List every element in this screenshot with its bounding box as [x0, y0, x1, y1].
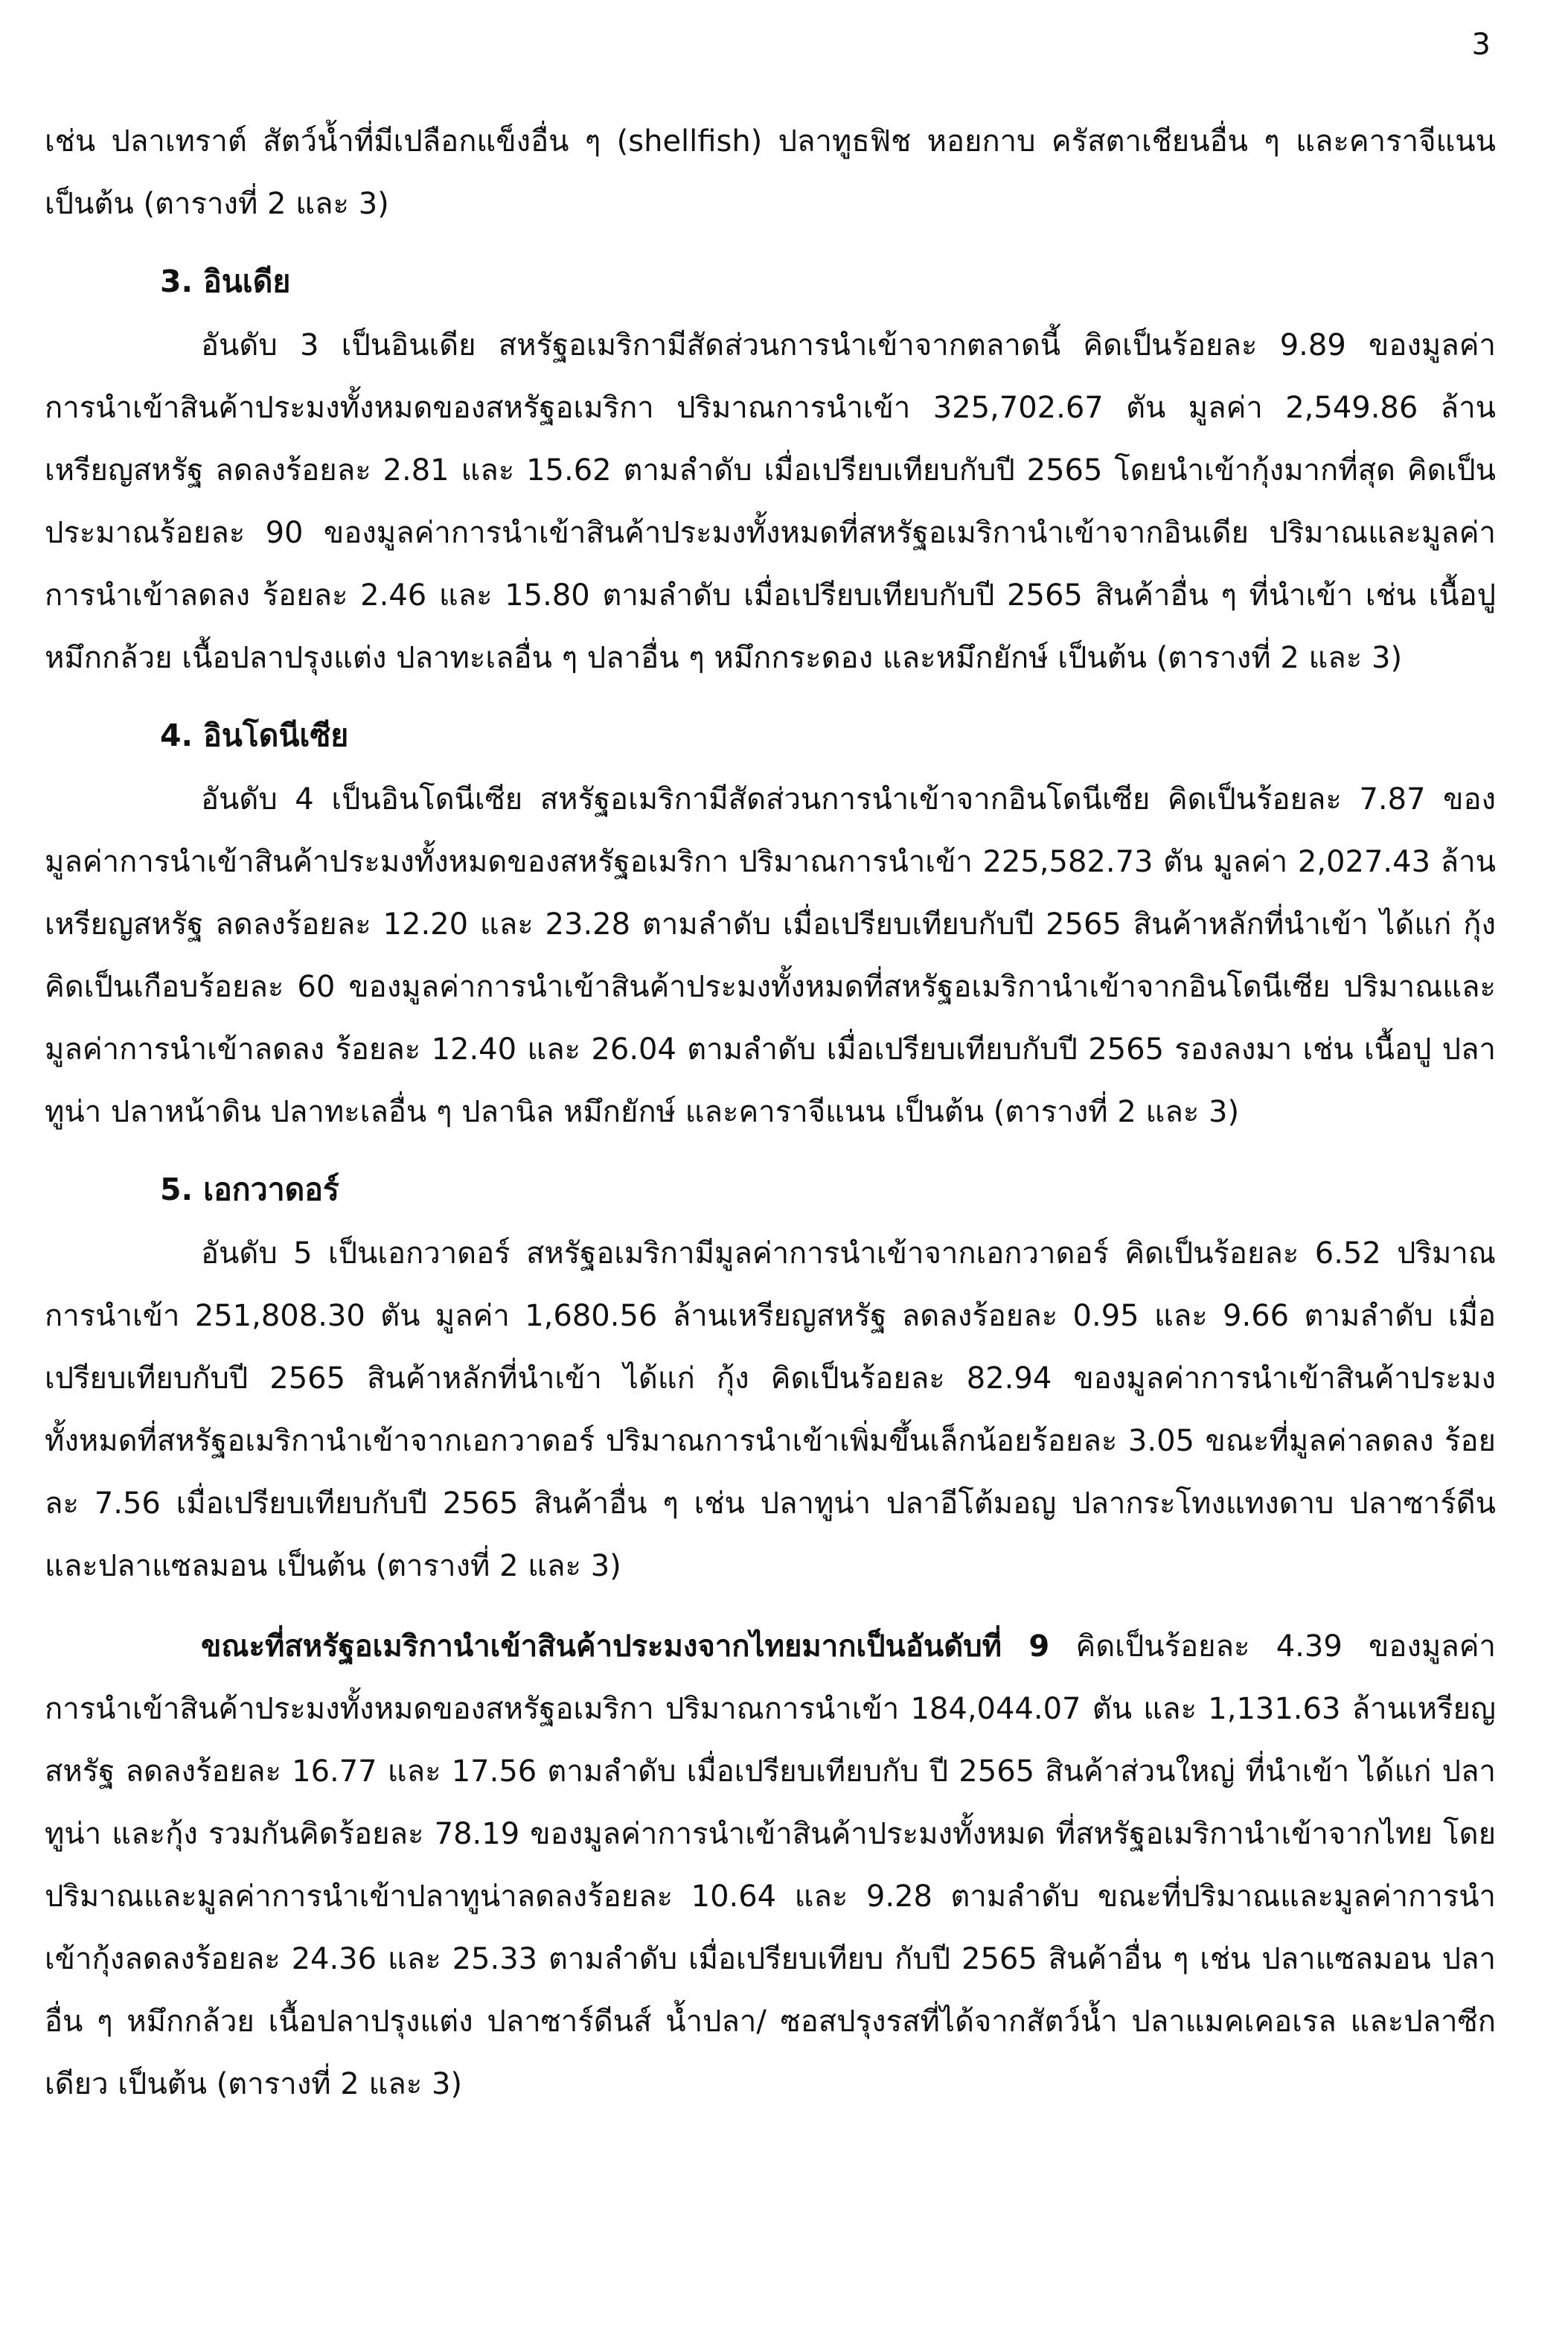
intro-continuation-paragraph: เช่น ปลาเทราต์ สัตว์น้ำที่มีเปลือกแข็งอื่น ๆ (shellfish) ปลาทูธฟิช หอยกาบ ครัสตาเชียนอื่น ๆ และคาราจีแนน เป็นต้น (ตารางที่ 2 และ 3)	[45, 124, 1496, 221]
section-heading	[45, 1157, 1496, 1222]
section-number: 3.	[160, 263, 193, 299]
section-number: 5.	[160, 1172, 193, 1207]
section-title: อินโดนีเซีย	[203, 718, 349, 753]
section-paragraph: อันดับ 5 เป็นเอกวาดอร์ สหรัฐอเมริกามีมูลค่าการนำเข้าจากเอกวาดอร์ คิดเป็นร้อยละ 6.52 ปริมาณการนำเข้า 251,808.30 ตัน มูลค่า 1,680.56 ล้านเหรียญสหรัฐ ลดลงร้อยละ 0.95 และ 9.66 ตามลำดับ เมื่อเปรียบเทียบกับปี 2565 สินค้าหลักที่นำเข้า ได้แก่ กุ้ง คิดเป็นร้อยละ 82.94 ของมูลค่าการนำเข้าสินค้าประมงทั้งหมดที่สหรัฐอเมริกานำเข้าจากเอกวาดอร์ ปริมาณการนำเข้าเพิ่มขึ้นเล็กน้อยร้อยละ 3.05 ขณะที่มูลค่าลดลง ร้อยละ 7.56 เมื่อเปรียบเทียบกับปี 2565 สินค้าอื่น ๆ เช่น ปลาทูน่า ปลาอีโต้มอญ ปลากระโทงแทงดาบ ปลาซาร์ดีน และปลาแซลมอน เป็นต้น (ตารางที่ 2 และ 3)	[45, 1236, 1496, 1583]
section-heading	[45, 703, 1496, 768]
section-heading	[45, 249, 1496, 314]
page-number: 3	[1471, 28, 1491, 62]
thailand-summary-lead: ขณะที่สหรัฐอเมริกานำเข้าสินค้าประมงจากไทยมากเป็นอันดับที่ 9	[201, 1629, 1050, 1664]
section-number: 4.	[160, 718, 193, 753]
document-body	[45, 110, 1496, 2115]
section-india	[45, 249, 1496, 689]
section-ecuador	[45, 1157, 1496, 1597]
section-paragraph: อันดับ 3 เป็นอินเดีย สหรัฐอเมริกามีสัดส่วนการนำเข้าจากตลาดนี้ คิดเป็นร้อยละ 9.89 ของมูลค่าการนำเข้าสินค้าประมงทั้งหมดของสหรัฐอเมริกา ปริมาณการนำเข้า 325,702.67 ตัน มูลค่า 2,549.86 ล้านเหรียญสหรัฐ ลดลงร้อยละ 2.81 และ 15.62 ตามลำดับ เมื่อเปรียบเทียบกับปี 2565 โดยนำเข้ากุ้งมากที่สุด คิดเป็นประมาณร้อยละ 90 ของมูลค่าการนำเข้าสินค้าประมงทั้งหมดที่สหรัฐอเมริกานำเข้าจากอินเดีย ปริมาณและมูลค่าการนำเข้าลดลง ร้อยละ 2.46 และ 15.80 ตามลำดับ เมื่อเปรียบเทียบกับปี 2565 สินค้าอื่น ๆ ที่นำเข้า เช่น เนื้อปู หมึกกล้วย เนื้อปลาปรุงแต่ง ปลาทะเลอื่น ๆ ปลาอื่น ๆ หมึกกระดอง และหมึกยักษ์ เป็นต้น (ตารางที่ 2 และ 3)	[45, 328, 1496, 675]
section-paragraph: อันดับ 4 เป็นอินโดนีเซีย สหรัฐอเมริกามีสัดส่วนการนำเข้าจากอินโดนีเซีย คิดเป็นร้อยละ 7.87 ของมูลค่าการนำเข้าสินค้าประมงทั้งหมดของสหรัฐอเมริกา ปริมาณการนำเข้า 225,582.73 ตัน มูลค่า 2,027.43 ล้านเหรียญสหรัฐ ลดลงร้อยละ 12.20 และ 23.28 ตามลำดับ เมื่อเปรียบเทียบกับปี 2565 สินค้าหลักที่นำเข้า ได้แก่ กุ้ง คิดเป็นเกือบร้อยละ 60 ของมูลค่าการนำเข้าสินค้าประมงทั้งหมดที่สหรัฐอเมริกานำเข้าจากอินโดนีเซีย ปริมาณและมูลค่าการนำเข้าลดลง ร้อยละ 12.40 และ 26.04 ตามลำดับ เมื่อเปรียบเทียบกับปี 2565 รองลงมา เช่น เนื้อปู ปลาทูน่า ปลาหน้าดิน ปลาทะเลอื่น ๆ ปลานิล หมึกยักษ์ และคาราจีแนน เป็นต้น (ตารางที่ 2 และ 3)	[45, 782, 1496, 1129]
thailand-summary-paragraph	[45, 1615, 1496, 2115]
section-indonesia	[45, 703, 1496, 1143]
thailand-summary-body: คิดเป็นร้อยละ 4.39 ของมูลค่าการนำเข้าสินค้าประมงทั้งหมดของสหรัฐอเมริกา ปริมาณการนำเข้า 184,044.07 ตัน และ 1,131.63 ล้านเหรียญสหรัฐ ลดลงร้อยละ 16.77 และ 17.56 ตามลำดับ เมื่อเปรียบเทียบกับ ปี 2565 สินค้าส่วนใหญ่ ที่นำเข้า ได้แก่ ปลาทูน่า และกุ้ง รวมกันคิดร้อยละ 78.19 ของมูลค่าการนำเข้าสินค้าประมงทั้งหมด ที่สหรัฐอเมริกานำเข้าจากไทย โดยปริมาณและมูลค่าการนำเข้าปลาทูน่าลดลงร้อยละ 10.64 และ 9.28 ตามลำดับ ขณะที่ปริมาณและมูลค่าการนำเข้ากุ้งลดลงร้อยละ 24.36 และ 25.33 ตามลำดับ เมื่อเปรียบเทียบ กับปี 2565 สินค้าอื่น ๆ เช่น ปลาแซลมอน ปลาอื่น ๆ หมึกกล้วย เนื้อปลาปรุงแต่ง ปลาซาร์ดีนส์ น้ำปลา/ ซอสปรุงรสที่ได้จากสัตว์น้ำ ปลาแมคเคอเรล และปลาซีกเดียว เป็นต้น (ตารางที่ 2 และ 3)	[45, 1629, 1496, 2101]
section-title: อินเดีย	[203, 263, 291, 299]
section-title: เอกวาดอร์	[203, 1172, 339, 1207]
